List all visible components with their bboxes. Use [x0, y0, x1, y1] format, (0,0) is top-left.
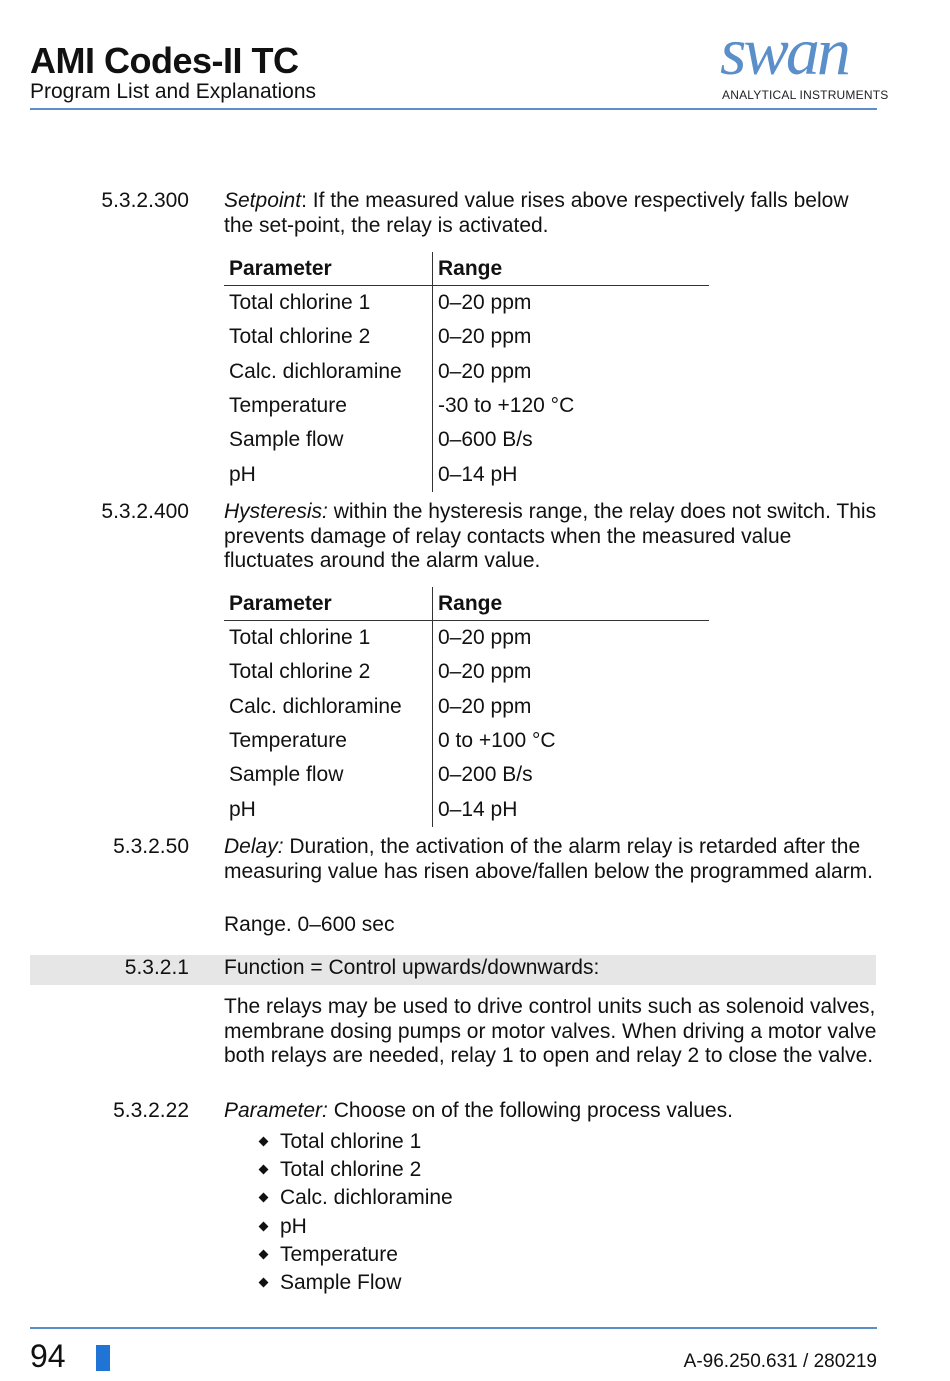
- parameter-cell: Sample flow: [224, 423, 433, 457]
- table-row: [224, 457, 709, 491]
- range-cell: 0–14 pH: [438, 462, 518, 486]
- delay-text: Duration, the activation of the alarm relay is retarded after the measuring value has risen above/fallen below the programmed alarm.: [224, 835, 874, 883]
- table-row: [224, 389, 709, 423]
- hysteresis-description: [224, 500, 879, 574]
- list-item: [256, 1241, 453, 1269]
- range-cell: 0–20 ppm: [438, 325, 532, 349]
- parameter-cell: Total chlorine 1: [224, 621, 433, 656]
- list-item-label: pH: [280, 1214, 307, 1238]
- relays-description: The relays may be used to drive control units such as solenoid valves, membrane dosing pumps or motor valves. When driving a motor valve both relays are needed, relay 1 to open and relay 2 to close the valve.: [224, 995, 877, 1067]
- range-cell: 0 to +100 °C: [438, 729, 556, 753]
- section-number: 5.3.2.22: [113, 1099, 189, 1122]
- table-row: [224, 655, 709, 689]
- list-item-label: Sample Flow: [280, 1270, 402, 1294]
- range-cell: 0–14 pH: [438, 797, 518, 821]
- setpoint-term: Setpoint: [224, 189, 302, 212]
- range-cell: 0–200 B/s: [438, 763, 533, 787]
- swan-logo: [718, 22, 883, 82]
- setpoint-range-table: [224, 252, 709, 492]
- bullet-diamond-icon: [259, 1193, 269, 1203]
- parameter-cell: Temperature: [224, 389, 433, 423]
- list-item: [256, 1269, 453, 1297]
- page-marker: [96, 1345, 110, 1371]
- bullet-diamond-icon: [259, 1277, 269, 1287]
- hysteresis-text: within the hysteresis range, the relay does not switch. This prevents damage of relay contacts when the measured value fluctuates around the alarm value.: [224, 500, 877, 572]
- parameter-description: [224, 1099, 879, 1124]
- table-row: [224, 792, 709, 826]
- document-title: AMI Codes-II TC: [30, 40, 299, 81]
- table-row: [224, 423, 709, 457]
- parameter-cell: Calc. dichloramine: [224, 355, 433, 389]
- table-row: [224, 690, 709, 724]
- table-row: [224, 320, 709, 354]
- page-number: 94: [30, 1338, 66, 1374]
- parameter-cell: Calc. dichloramine: [224, 690, 433, 724]
- table-row: [224, 724, 709, 758]
- parameter-cell: Total chlorine 2: [224, 320, 433, 354]
- function-heading: Function = Control upwards/downwards:: [224, 956, 600, 979]
- bullet-diamond-icon: [259, 1137, 269, 1147]
- table-header-parameter: Parameter: [224, 587, 433, 621]
- setpoint-text: : If the measured value rises above respectively falls below the set-point, the relay is activated.: [224, 189, 849, 237]
- section-number: 5.3.2.400: [101, 500, 189, 523]
- parameter-cell: Total chlorine 1: [224, 286, 433, 321]
- range-cell: 0–20 ppm: [438, 660, 532, 684]
- list-item: [256, 1156, 453, 1184]
- delay-range: Range. 0–600 sec: [224, 913, 395, 936]
- parameter-text: Choose on of the following process values.: [327, 1099, 733, 1122]
- range-cell: 0–600 B/s: [438, 428, 533, 452]
- list-item: [256, 1184, 453, 1212]
- header-rule: [30, 108, 877, 110]
- document-subtitle: Program List and Explanations: [30, 80, 316, 103]
- hysteresis-term: Hysteresis:: [224, 500, 328, 523]
- list-item-label: Calc. dichloramine: [280, 1186, 453, 1210]
- parameter-cell: Total chlorine 2: [224, 655, 433, 689]
- delay-term: Delay:: [224, 835, 284, 858]
- setpoint-description: [224, 189, 879, 238]
- table-header-range: Range: [438, 256, 503, 280]
- table-row: [224, 286, 709, 321]
- process-value-list: [256, 1128, 453, 1297]
- table-header-range: Range: [438, 591, 503, 615]
- list-item-label: Total chlorine 2: [280, 1158, 422, 1182]
- bullet-diamond-icon: [259, 1221, 269, 1231]
- table-header-parameter: Parameter: [224, 252, 433, 286]
- table-row: [224, 621, 709, 656]
- table-row: [224, 355, 709, 389]
- logo-wordmark: swan: [720, 22, 848, 82]
- range-cell: 0–20 ppm: [438, 694, 532, 718]
- section-number: 5.3.2.300: [101, 189, 189, 212]
- list-item-label: Total chlorine 1: [280, 1130, 422, 1153]
- list-item: [256, 1128, 453, 1156]
- section-number: 5.3.2.1: [124, 956, 189, 979]
- bullet-diamond-icon: [259, 1165, 269, 1175]
- document-reference: A-96.250.631 / 280219: [683, 1351, 877, 1372]
- range-cell: 0–20 ppm: [438, 626, 532, 650]
- range-cell: 0–20 ppm: [438, 359, 532, 383]
- range-cell: -30 to +120 °C: [438, 394, 575, 418]
- hysteresis-range-table: [224, 587, 709, 827]
- list-item-label: Temperature: [280, 1242, 398, 1266]
- parameter-term: Parameter:: [224, 1099, 328, 1122]
- delay-description: [224, 835, 879, 884]
- parameter-cell: pH: [224, 792, 433, 826]
- range-cell: 0–20 ppm: [438, 291, 532, 315]
- logo-subtitle: ANALYTICAL INSTRUMENTS: [722, 88, 889, 102]
- parameter-cell: Temperature: [224, 724, 433, 758]
- parameter-cell: pH: [224, 457, 433, 491]
- table-row: [224, 758, 709, 792]
- footer-rule: [30, 1327, 877, 1329]
- list-item: [256, 1213, 453, 1241]
- parameter-cell: Sample flow: [224, 758, 433, 792]
- section-number: 5.3.2.50: [113, 835, 189, 858]
- bullet-diamond-icon: [259, 1249, 269, 1259]
